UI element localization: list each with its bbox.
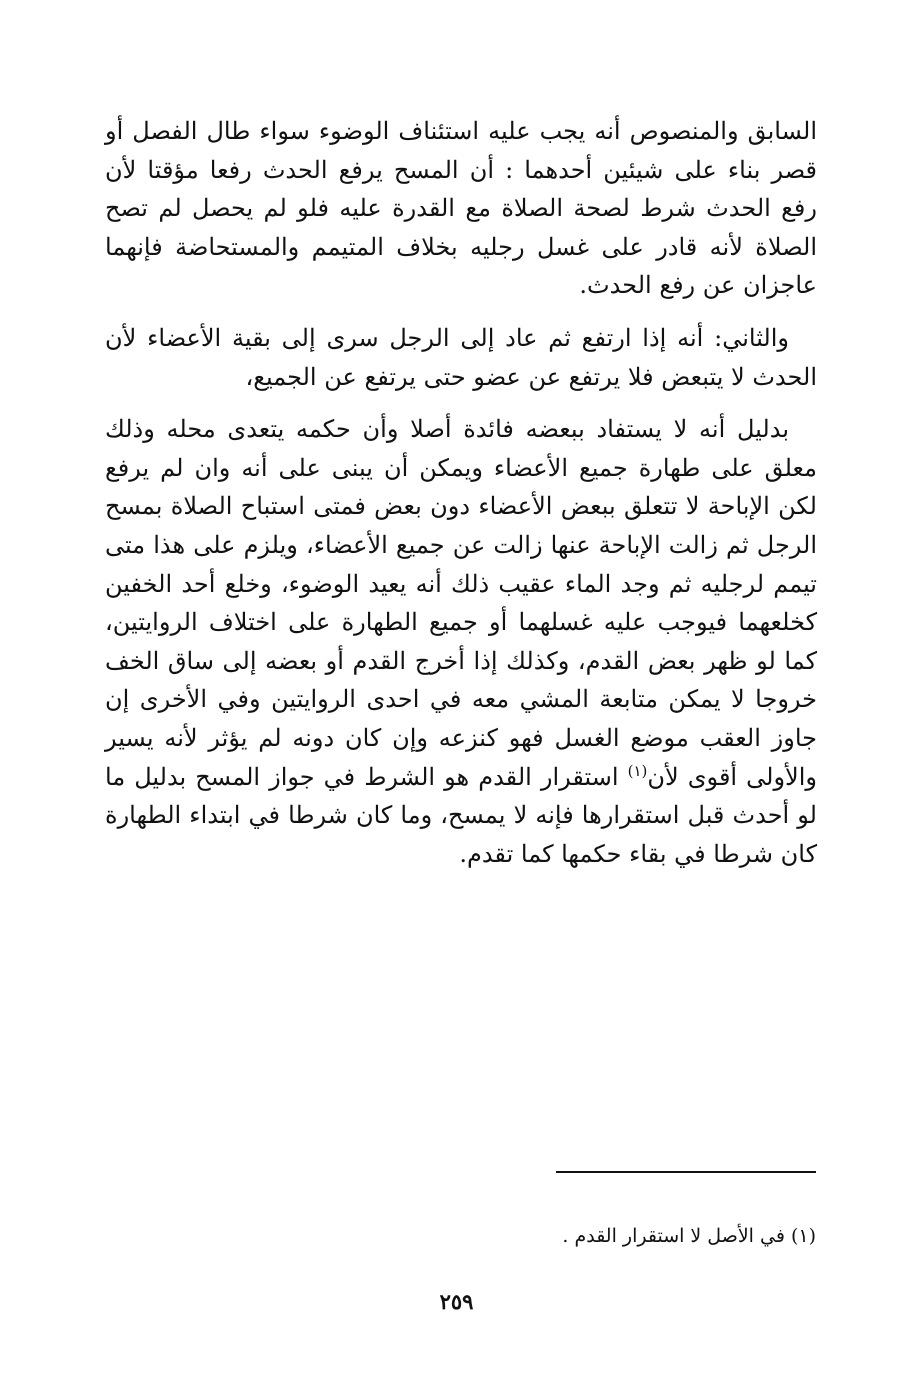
page-number: ٢٥٩	[439, 1289, 474, 1314]
footnote-text: (١) في الأصل لا استقرار القدم .	[562, 1225, 816, 1247]
footnote-reference: (١)	[627, 761, 648, 780]
paragraph-3	[105, 410, 817, 873]
paragraph-1: السابق والمنصوص أنه يجب عليه استئناف الوضوء سواء طال الفصل أو قصر بناء على شيئين أحدهما : أن المسح يرفع الحدث رفعا مؤقتا لأن رفع الحدث شرط لصحة الصلاة مع القدرة عليه فلو لم يحصل لم تصح الصلاة لأنه قادر على غسل رجليه بخلاف المتيمم والمستحاضة فإنهما عاجزان عن رفع الحدث.	[105, 117, 817, 300]
footnote-separator	[556, 1171, 816, 1173]
paragraph-3-text: بدليل أنه لا يستفاد ببعضه فائدة أصلا وأن حكمه يتعدى محله وذلك معلق على طهارة جميع الأعضاء ويمكن أن يبنى على أنه وان لم يرفع لكن الإباحة لا تتعلق ببعض الأعضاء دون بعض فمتى استباح الصلاة بمسح الرجل ثم زالت الإباحة عنها زالت عن جميع الأعضاء، ويلزم على هذا متى تيمم لرجليه ثم وجد الماء عقيب ذلك أنه يعيد الوضوء، وخلع أحد الخفين كخلعهما فيوجب عليه غسلهما أو جميع الطهارة على اختلاف الروايتين، كما لو ظهر بعض القدم، وكذلك إذا أخرج القدم أو بعضه إلى ساق الخف خروجا لا يمكن متابعة المشي معه في احدى الروايتين وفي الأخرى إن جاوز العقب موضع الغسل فهو كنزعه وإن كان دونه لم يؤثر لأنه يسير والأولى أقوى لأن	[105, 415, 818, 791]
main-text	[105, 112, 817, 873]
paragraph-2: والثاني: أنه إذا ارتفع ثم عاد إلى الرجل سرى إلى بقية الأعضاء لأن الحدث لا يتبعض فلا يرتفع عن عضو حتى يرتفع عن الجميع،	[105, 323, 817, 391]
paragraph-3-tail: استقرار القدم هو الشرط في جواز المسح بدليل ما لو أحدث قبل استقرارها فإنه لا يمسح، وما كان شرطا في ابتداء الطهارة كان شرطا في بقاء حكمها كما تقدم.	[105, 762, 817, 868]
